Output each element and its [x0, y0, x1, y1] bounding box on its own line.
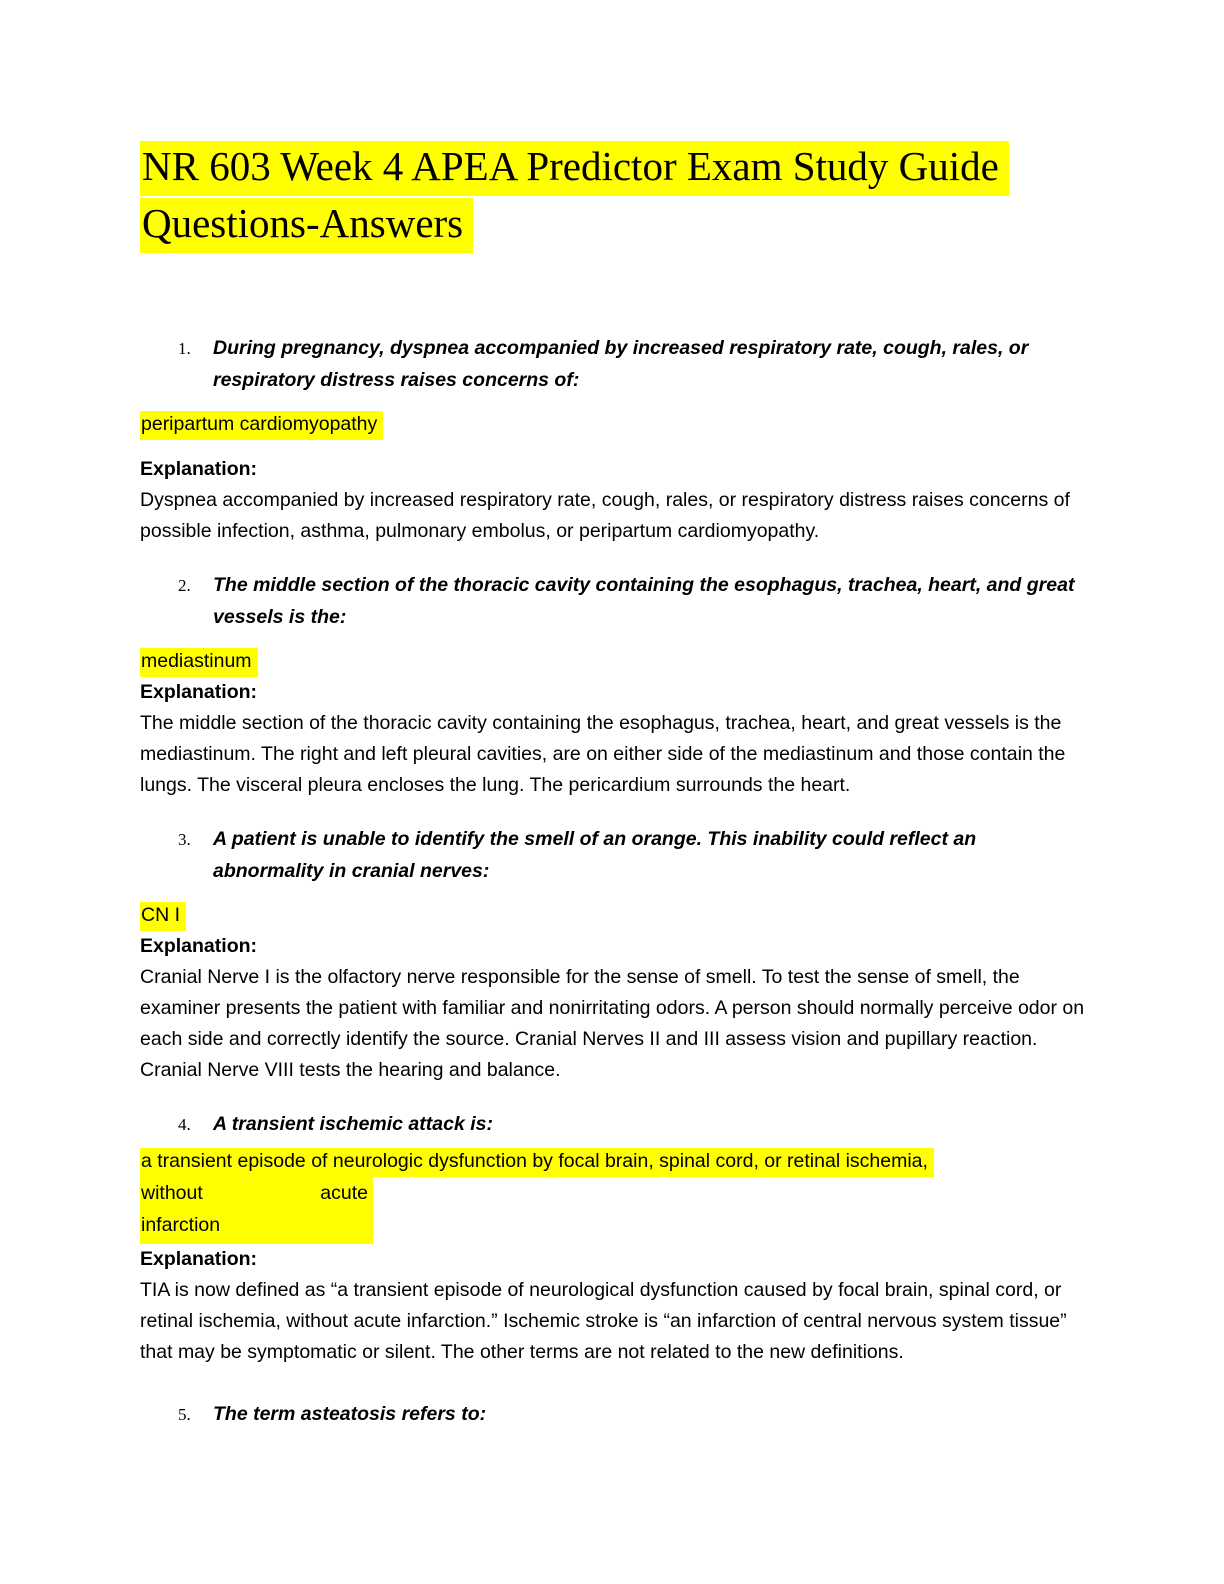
page-title	[140, 138, 1085, 252]
explanation-text-3: Cranial Nerve I is the olfactory nerve responsible for the sense of smell. To test the sense of smell, the examiner presents the patient with familiar and nonirritating odors. A person should normally perceive odor on each side and correctly identify the source. Cranial Nerves II and III assess vision and pupillary reaction. Cranial Nerve VIII tests the hearing and balance.	[140, 966, 1085, 1081]
question-item-5	[178, 1398, 1085, 1431]
explanation-label-1: Explanation:	[140, 458, 258, 480]
page-title-line-1	[140, 138, 1085, 195]
answer-4-continued	[140, 1177, 373, 1244]
answer-highlight: mediastinum	[140, 648, 258, 677]
answer-highlight: peripartum cardiomyopathy	[140, 411, 383, 440]
answer-2	[140, 645, 1085, 677]
answer-4-line-2	[141, 1177, 368, 1209]
answer-4-line-1	[140, 1145, 1085, 1177]
answer-highlight: CN I	[140, 902, 186, 931]
question-text: A patient is unable to identify the smell of an orange. This inability could reflect an abnormality in cranial nerves:	[213, 828, 977, 882]
question-number: 3.	[178, 830, 191, 849]
explanation-label-4: Explanation:	[140, 1248, 258, 1270]
answer-3	[140, 899, 1085, 931]
question-item-2	[178, 569, 1085, 633]
answer-4-line-3: infarction	[141, 1214, 221, 1236]
explanation-text-2: The middle section of the thoracic cavity containing the esophagus, trachea, heart, and great vessels is the mediastinum. The right and left pleural cavities, are on either side of the mediastinum and those contain the lungs. The visceral pleura encloses the lung. The pericardium surrounds the heart.	[140, 712, 1066, 796]
question-item-4	[178, 1108, 1085, 1141]
answer-word: acute	[320, 1182, 368, 1204]
question-number: 2.	[178, 576, 191, 595]
title-highlight-1: NR 603 Week 4 APEA Predictor Exam Study Guide	[140, 141, 1009, 196]
explanation-label-3: Explanation:	[140, 935, 258, 957]
question-number: 1.	[178, 339, 191, 358]
question-number: 4.	[178, 1115, 191, 1134]
explanation-label-2: Explanation:	[140, 681, 258, 703]
question-text: A transient ischemic attack is:	[213, 1113, 493, 1135]
title-highlight-2: Questions-Answers	[140, 198, 473, 253]
question-text: During pregnancy, dyspnea accompanied by increased respiratory rate, cough, rales, or respiratory distress raises concerns of:	[213, 337, 1029, 391]
explanation-text-4: TIA is now defined as “a transient episode of neurological dysfunction caused by focal brain, spinal cord, or retinal ischemia, without acute infarction.” Ischemic stroke is “an infarction of central nervous system tissue” that may be symptomatic or silent. The other terms are not related to the new definitions.	[140, 1279, 1067, 1363]
answer-1	[140, 408, 1085, 440]
question-item-1	[178, 332, 1085, 396]
page-title-line-2	[140, 195, 1085, 252]
question-item-3	[178, 823, 1085, 887]
question-text: The middle section of the thoracic cavity containing the esophagus, trachea, heart, and great vessels is the:	[213, 574, 1075, 628]
question-text: The term asteatosis refers to:	[213, 1403, 487, 1425]
answer-word: without	[141, 1182, 203, 1204]
answer-highlight: a transient episode of neurologic dysfunction by focal brain, spinal cord, or retinal ischemia,	[140, 1148, 934, 1177]
explanation-text-1: Dyspnea accompanied by increased respiratory rate, cough, rales, or respiratory distress raises concerns of possible infection, asthma, pulmonary embolus, or peripartum cardiomyopathy.	[140, 489, 1070, 542]
question-number: 5.	[178, 1405, 191, 1424]
